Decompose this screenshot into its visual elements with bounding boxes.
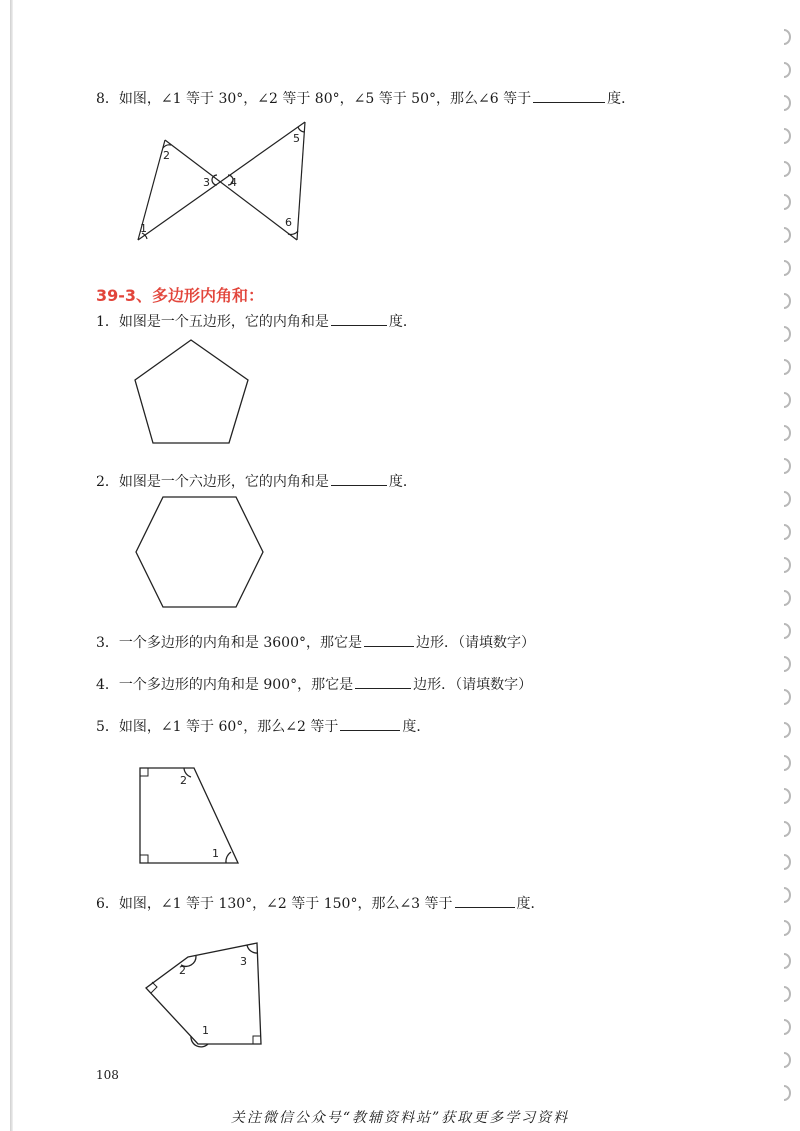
angle-label: 2 <box>179 964 186 977</box>
binder-ring <box>784 558 790 572</box>
binder-ring <box>784 261 790 275</box>
binder-ring <box>784 525 790 539</box>
angle-arc <box>212 175 217 185</box>
angle-label: 4 <box>230 176 237 189</box>
binder-ring <box>784 888 790 902</box>
footer-note: 关注微信公众号“教辅资料站”获取更多学习资料 <box>230 1110 570 1126</box>
angle-label: 5 <box>293 132 300 145</box>
angle-arc <box>226 852 231 863</box>
problem-text: 如图，∠1 等于 60°，那么∠2 等于 <box>118 719 339 735</box>
bowtie-figure <box>130 115 320 250</box>
right-angle-mark <box>253 1036 261 1044</box>
problem-unit: 度． <box>388 474 417 490</box>
answer-blank[interactable] <box>364 632 414 647</box>
angle-label: 2 <box>163 149 170 162</box>
binder-ring <box>784 855 790 869</box>
binder-ring <box>784 987 790 1001</box>
binder-ring <box>784 129 790 143</box>
problem-s2 <box>96 471 417 491</box>
right-angle-mark <box>140 855 148 863</box>
angle-label: 3 <box>203 176 210 189</box>
bowtie-edge <box>165 140 297 240</box>
problem-text: 一个多边形的内角和是 3600°，那它是 <box>118 635 363 651</box>
problem-s5 <box>96 716 430 736</box>
problem-s1 <box>96 311 417 331</box>
binder-ring <box>784 195 790 209</box>
angle-arc <box>191 1036 208 1047</box>
problem-text: 如图是一个六边形，它的内角和是 <box>118 474 329 490</box>
binder-ring <box>784 1086 790 1100</box>
angle-label: 1 <box>212 847 219 860</box>
answer-blank[interactable] <box>533 88 605 103</box>
section-title: 39-3、多边形内角和： <box>96 286 265 305</box>
problem-unit: 边形．（请填数字） <box>413 677 533 693</box>
answer-blank[interactable] <box>340 716 400 731</box>
binder-ring <box>784 360 790 374</box>
binder-ring <box>784 723 790 737</box>
angle-label: 1 <box>202 1024 209 1037</box>
problem-number: 2． <box>96 474 119 490</box>
pentagon-irregular-figure <box>140 935 270 1055</box>
trapezoid-figure <box>132 760 247 870</box>
problem-number: 8． <box>96 91 119 107</box>
problem-unit: 度． <box>402 719 431 735</box>
binder-ring <box>784 1053 790 1067</box>
binder-ring <box>784 1020 790 1034</box>
binder-ring <box>784 591 790 605</box>
binder-rings <box>770 0 800 1131</box>
answer-blank[interactable] <box>331 471 387 486</box>
answer-blank[interactable] <box>355 674 411 689</box>
right-angle-mark <box>140 768 148 776</box>
binder-ring <box>784 756 790 770</box>
binder-ring <box>784 228 790 242</box>
problem-unit: 度． <box>607 91 636 107</box>
problem-unit: 度． <box>516 896 545 912</box>
binder-ring <box>784 690 790 704</box>
answer-blank[interactable] <box>331 311 387 326</box>
binder-ring <box>784 96 790 110</box>
problem-text: 一个多边形的内角和是 900°，那它是 <box>118 677 354 693</box>
pentagon-figure <box>128 335 258 450</box>
problem-text: 如图是一个五边形，它的内角和是 <box>118 314 329 330</box>
angle-label: 3 <box>240 955 247 968</box>
binder-ring <box>784 63 790 77</box>
problem-s4 <box>96 674 532 694</box>
trapezoid-shape <box>140 768 238 863</box>
binder-ring <box>784 492 790 506</box>
problem-number: 5． <box>96 719 119 735</box>
angle-label: 2 <box>180 774 187 787</box>
problem-s3 <box>96 632 535 652</box>
binder-ring <box>784 426 790 440</box>
angle-arc <box>247 945 258 953</box>
pentagon-shape <box>135 340 248 443</box>
binder-ring <box>784 162 790 176</box>
problem-s6 <box>96 893 545 913</box>
problem-number: 1． <box>96 314 119 330</box>
problem-number: 3． <box>96 635 119 651</box>
hexagon-shape <box>136 497 263 607</box>
problem-text: 如图，∠1 等于 30°，∠2 等于 80°，∠5 等于 50°，那么∠6 等于 <box>118 91 532 107</box>
binder-ring <box>784 822 790 836</box>
problem-8 <box>96 88 635 108</box>
problem-text: 如图，∠1 等于 130°，∠2 等于 150°，那么∠3 等于 <box>118 896 453 912</box>
angle-arc <box>288 231 298 234</box>
hexagon-figure <box>130 493 270 613</box>
binder-ring <box>784 30 790 44</box>
binder-ring <box>784 657 790 671</box>
binder-ring <box>784 921 790 935</box>
angle-label: 1 <box>140 222 147 235</box>
page-edge <box>10 0 13 1131</box>
problem-unit: 边形．（请填数字） <box>416 635 536 651</box>
binder-ring <box>784 459 790 473</box>
problem-number: 6． <box>96 896 119 912</box>
angle-label: 6 <box>285 216 292 229</box>
binder-ring <box>784 789 790 803</box>
binder-ring <box>784 327 790 341</box>
binder-ring <box>784 393 790 407</box>
answer-blank[interactable] <box>455 893 515 908</box>
page-number: 108 <box>96 1068 119 1082</box>
binder-ring <box>784 624 790 638</box>
bowtie-edge <box>138 122 305 240</box>
problem-unit: 度． <box>388 314 417 330</box>
problem-number: 4． <box>96 677 119 693</box>
binder-ring <box>784 954 790 968</box>
binder-ring <box>784 294 790 308</box>
angle-arc <box>163 145 171 148</box>
